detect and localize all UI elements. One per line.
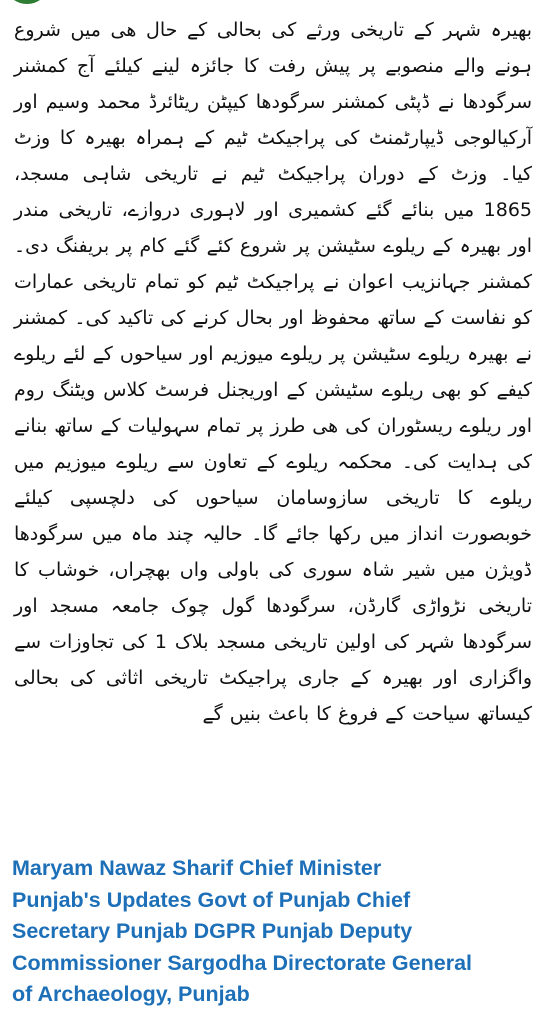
tag-link-line-3[interactable]: Secretary Punjab DGPR Punjab Deputy <box>12 919 413 943</box>
tag-link-line-5[interactable]: of Archaeology, Punjab <box>12 982 250 1006</box>
post-body <box>14 12 532 732</box>
tag-link-line-4[interactable]: Commissioner Sargodha Directorate General <box>12 950 473 975</box>
post-text-urdu: بھیرہ شہر کے تاریخی ورثے کی بحالی کے حال ھی میں شروع ہونے والے منصوبے پر پیش رفت کا جائزہ لینے کیلئے آج کمشنر سرگودھا نے ڈپٹی کمشنر سرگودھا کیپٹن ریٹائرڈ محمد وسیم اور آرکیالوجی ڈیپارٹمنٹ کی پراجیکٹ ٹیم کے ہمراہ بھیرہ کا وزٹ کیا۔ وزٹ کے دوران پراجیکٹ ٹیم نے تاریخی شاہی مسجد، 1865 میں بنائے گئے کشمیری اور لاہوری دروازے، تاریخی مندر اور بھیرہ کے ریلوے سٹیشن پر شروع کئے گئے کام پر بریفنگ دی۔ کمشنر جہانزیب اعوان نے پراجیکٹ ٹیم کو تمام تاریخی عمارات کو نفاست کے ساتھ محفوظ اور بحال کرنے کی تاکید کی۔ کمشنر نے بھیرہ ریلوے سٹیشن پر ریلوے میوزیم اور سیاحوں کے لئے ریلوے کیفے کو بھی ریلوے سٹیشن کے اوریجنل فرسٹ کلاس ویٹنگ روم اور ریلوے ریسٹوران کی ھی طرز پر تمام سہولیات کے ساتھ بنانے کی ہدایت کی۔ محکمہ ریلوے کے تعاون سے ریلوے میوزیم میں ریلوے کا تاریخی سازوسامان سیاحوں کی دلچسپی کیلئے خوبصورت انداز میں رکھا جائے گا۔ حالیہ چند ماہ میں سرگودھا ڈویژن میں شیر شاہ سوری کی باولی واں بھچراں، خوشاب کا تاریخی نڑواڑی گارڈن، سرگودھا گول چوک جامعہ مسجد اور سرگودھا شہر کی اولین تاریخی مسجد بلاک 1 کی تجاوزات سے واگزاری اور بھیرہ کے جاری پراجیکٹ تاریخی اثاثی کی بحالی کیساتھ سیاحت کے فروغ کا باعث بنیں گے <box>14 19 532 725</box>
tag-links <box>12 853 534 1011</box>
profile-badge-icon <box>8 0 46 4</box>
tag-link-line-2[interactable]: Punjab's Updates Govt of Punjab Chief <box>12 887 411 912</box>
tag-link-line-1[interactable]: Maryam Nawaz Sharif Chief Minister <box>12 856 382 880</box>
